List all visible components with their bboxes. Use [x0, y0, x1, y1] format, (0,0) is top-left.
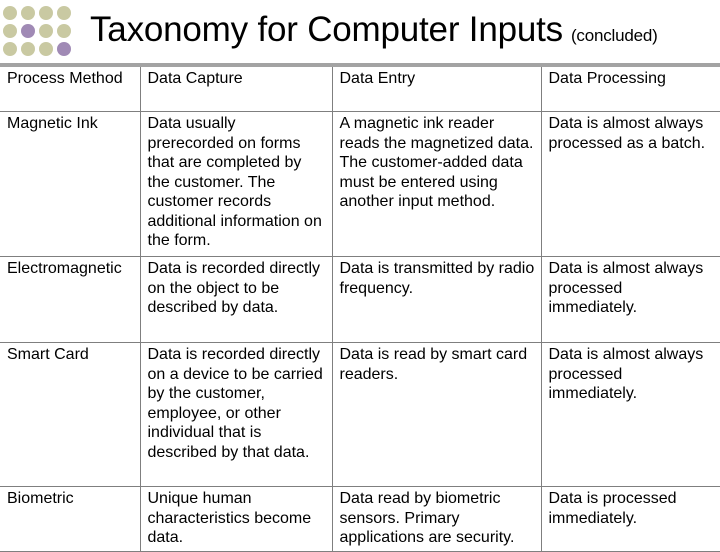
data-capture-cell: Unique human characteristics become data. [140, 487, 332, 552]
data-capture-cell: Data is recorded directly on the object to be described by data. [140, 257, 332, 343]
table-header-row [0, 67, 720, 112]
dot-icon [57, 24, 71, 38]
data-entry-cell: A magnetic ink reader reads the magnetized data. The customer-added data must be entered using another input method. [332, 112, 541, 257]
dot-icon [39, 42, 53, 56]
dot-icon [39, 24, 53, 38]
header-process-method: Process Method [0, 67, 140, 112]
process-method-cell: Smart Card [0, 343, 140, 487]
taxonomy-table [0, 67, 720, 552]
header-data-capture: Data Capture [140, 67, 332, 112]
dot-icon [39, 6, 53, 20]
data-processing-cell: Data is processed immediately. [541, 487, 720, 552]
dot-icon [3, 42, 17, 56]
dot-icon [57, 6, 71, 20]
dot-icon [21, 6, 35, 20]
data-processing-cell: Data is almost always processed as a batch. [541, 112, 720, 257]
data-processing-cell: Data is almost always processed immediately. [541, 343, 720, 487]
data-entry-cell: Data read by biometric sensors. Primary applications are security. [332, 487, 541, 552]
table-row [0, 112, 720, 257]
process-method-cell: Biometric [0, 487, 140, 552]
header-data-processing: Data Processing [541, 67, 720, 112]
dot-icon [57, 42, 71, 56]
data-entry-cell: Data is transmitted by radio frequency. [332, 257, 541, 343]
process-method-cell: Electromagnetic [0, 257, 140, 343]
table-row [0, 487, 720, 552]
dot-icon [21, 24, 35, 38]
title-main: Taxonomy for Computer Inputs [90, 10, 563, 49]
dot-icon [3, 24, 17, 38]
table-row [0, 257, 720, 343]
title-suffix: (concluded) [570, 26, 658, 45]
process-method-cell: Magnetic Ink [0, 112, 140, 257]
slide-title [90, 10, 658, 50]
data-entry-cell: Data is read by smart card readers. [332, 343, 541, 487]
dot-icon [21, 42, 35, 56]
decorative-dot-grid [0, 0, 90, 60]
dot-icon [3, 6, 17, 20]
data-processing-cell: Data is almost always processed immediately. [541, 257, 720, 343]
data-capture-cell: Data is recorded directly on a device to be carried by the customer, employee, or other individual that is described by that data. [140, 343, 332, 487]
header-data-entry: Data Entry [332, 67, 541, 112]
data-capture-cell: Data usually prerecorded on forms that are completed by the customer. The customer records additional information on the form. [140, 112, 332, 257]
table-row [0, 343, 720, 487]
